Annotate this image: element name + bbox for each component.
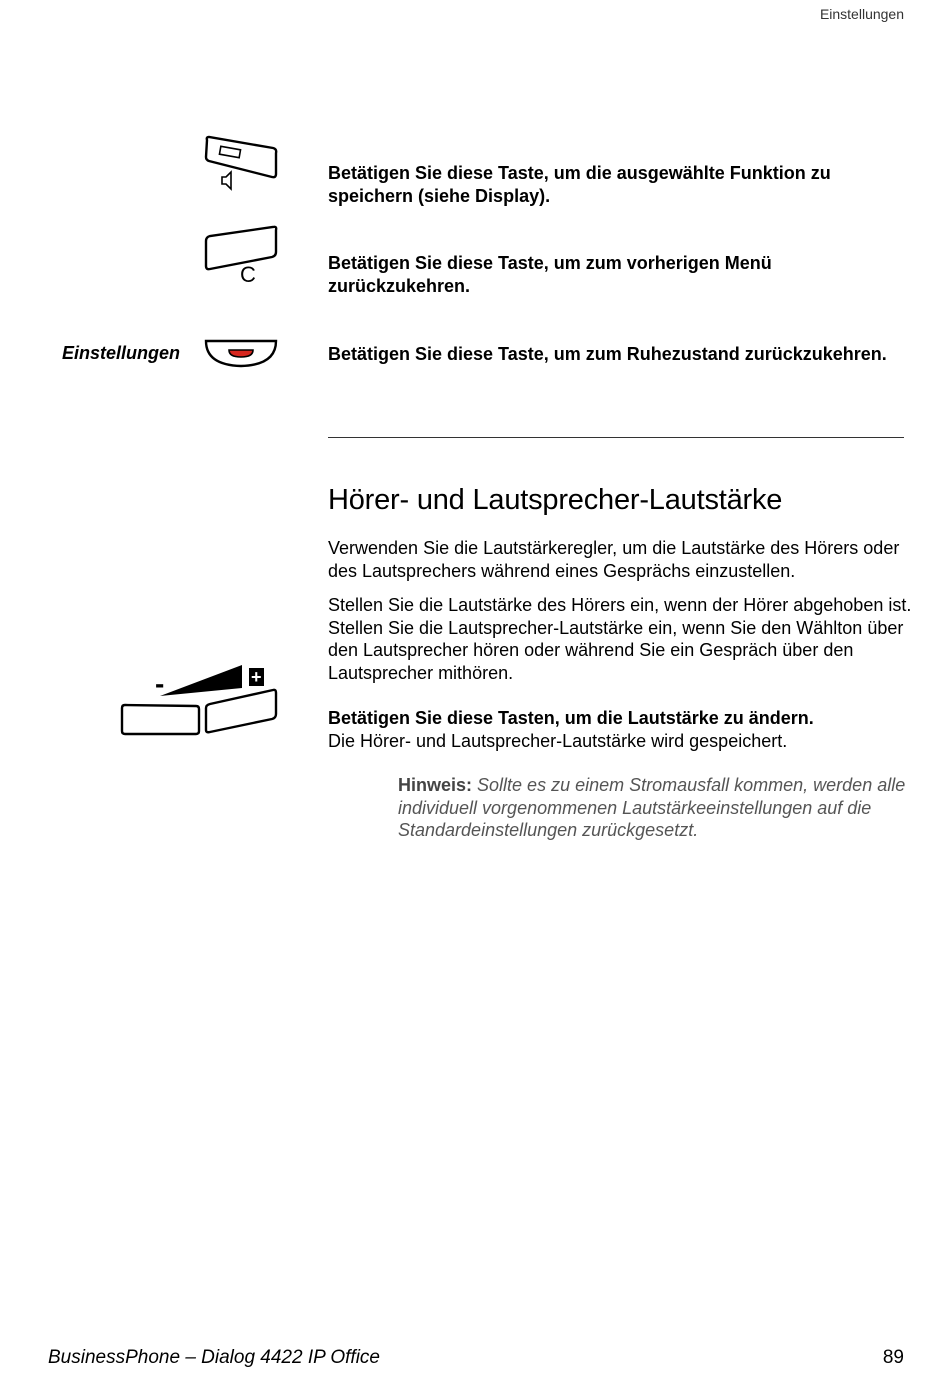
volume-plus-sign: +: [251, 667, 262, 687]
menu-label-einstellungen: Einstellungen: [62, 343, 181, 363]
clear-key-icon: [203, 226, 279, 288]
instruction-save: Betätigen Sie diese Taste, um die ausgewählte Funktion zu speichern (siehe Display).: [328, 163, 831, 206]
note-text: Sollte es zu einem Stromausfall kommen, werden alle individuell vorgenommenen Lautstärkeeinstellungen auf die Standardeinstellungen zurückgesetzt.: [398, 775, 906, 840]
instruction-idle: Betätigen Sie diese Taste, um zum Ruhezustand zurückzukehren.: [328, 344, 887, 364]
volume-instruction-bold: Betätigen Sie diese Tasten, um die Lautstärke zu ändern.: [328, 708, 814, 728]
page-number: 89: [882, 1347, 904, 1368]
volume-instruction-normal: Die Hörer- und Lautsprecher-Lautstärke wird gespeichert.: [328, 730, 788, 751]
red-end-key-icon: [203, 338, 279, 368]
paragraph-details: Stellen Sie die Lautstärke des Hörers ein, wenn der Hörer abgehoben ist. Stellen Sie die Lautsprecher-Lautstärke ein, wenn Sie den Wählton über den Lautsprecher hören oder während Sie ein Gespräch über den Lautsprecher mithören.: [328, 595, 912, 683]
volume-instruction: [328, 707, 913, 752]
volume-minus-sign: -: [155, 668, 165, 699]
instruction-back: Betätigen Sie diese Taste, um zum vorherigen Menü zurückzukehren.: [328, 253, 772, 296]
section-title: Hörer- und Lautsprecher-Lautstärke: [328, 484, 783, 516]
section-divider: [328, 437, 904, 438]
speaker-softkey-icon: [203, 134, 279, 192]
paragraph-intro: Verwenden Sie die Lautstärkeregler, um die Lautstärke des Hörers oder des Lautsprechers während eines Gesprächs einzustellen.: [328, 538, 900, 581]
running-header: Einstellungen: [819, 6, 904, 22]
volume-keys-icon: [118, 662, 280, 738]
clear-key-glyph: C: [240, 262, 256, 287]
footer-product: BusinessPhone – Dialog 4422 IP Office: [48, 1347, 380, 1368]
note-label: Hinweis:: [398, 775, 473, 795]
note-box: [398, 774, 913, 842]
